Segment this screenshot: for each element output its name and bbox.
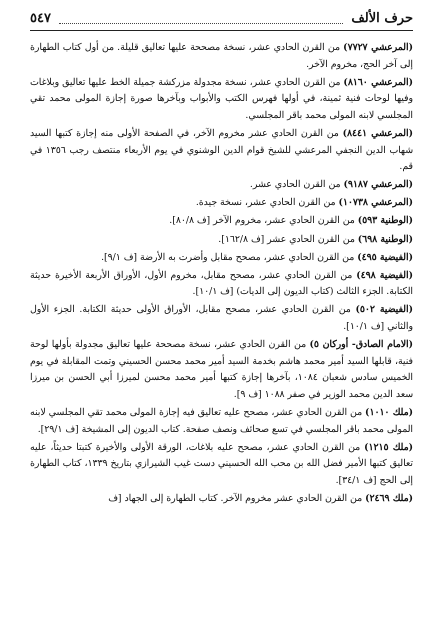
entry-text: من القرن الحادي عشر، مصحح مقابل وأضرت به الأرضة [ف ٩/١].	[101, 251, 358, 263]
manuscript-entry	[30, 40, 413, 73]
entry-text: من القرن الحادي عشر مخروم الآخر، في الصفحة الأولى منه إجازة كتبها السيد شهاب الدين النجفي المرعشي للشيخ قوام الدين الوشنوي في يوم الأربعاء منتصف رجب ١٣٥٦ في قم.	[30, 127, 413, 173]
manuscript-entry	[30, 250, 413, 267]
entry-text: من القرن الحادي عشر، نسخة مجدولة مزركشة جميلة الخط عليها تعاليق وبلاغات وفيها لوحات فنية ثمينة، في أولها فهرس الكتب والأبواب وبآخرها صورة إجازة المولى محمد تقي المجلسي لابنه المولى محمد باقر المجلسي.	[30, 76, 413, 121]
entry-key: (الوطنية ٦٩٨)	[357, 233, 413, 245]
entry-text: من القرن الحادي عشر، مصحح عليه بلاغات، الورقة الأولى والأخيرة كتبتا حديثاً، عليه تعاليق كتبها الأمير فضل الله بن محب الله الحسيني دست غيب الشيرازي بتاريخ ١٣٣٩، كتاب الطهارة إلى الحج [ف ٣٤/١].	[30, 441, 413, 486]
page-header	[30, 9, 413, 27]
entries-list	[30, 40, 413, 626]
manuscript-entry	[30, 213, 413, 230]
entry-text: من القرن الحادي عشر، نسخة مصححة عليها تعاليق قليلة. من أول كتاب الطهارة إلى آخر الحج، مخروم الآخر.	[30, 42, 413, 70]
entry-key: (المرعشي ٨٤٤١)	[342, 127, 413, 139]
entry-key: (ملك ١٢١٥)	[364, 441, 413, 453]
page-number: ٥٤٧	[30, 10, 51, 26]
entry-key: (المرعشي ٩١٨٧)	[343, 179, 413, 191]
manuscript-entry	[30, 126, 413, 176]
entry-key: (ملك ١٠١٠)	[365, 406, 413, 418]
manuscript-entry	[30, 75, 413, 125]
entry-key: (الفيضية ٤٩٨)	[356, 269, 413, 281]
entry-key: (المرعشي ٨١٦٠)	[343, 76, 413, 88]
entry-text: من القرن الحادي عشر.	[249, 179, 344, 191]
entry-key: (الامام الصادق- أوركان ٥)	[309, 339, 413, 351]
manuscript-entry	[30, 195, 413, 212]
entry-text: من القرن الحادي عشر [ف ١٦٢/٨].	[218, 233, 358, 245]
entry-text: من القرن الحادي عشر، نسخة جيدة.	[195, 197, 339, 209]
entry-key: (المرعشي ١٠٧٣٨)	[338, 197, 413, 209]
entry-text: من القرن الحادي عشر، مخروم الآخر [ف ٨٠/٨].	[169, 215, 358, 227]
entry-key: (الفيضية ٤٩٥)	[357, 251, 413, 263]
manuscript-entry	[30, 268, 413, 301]
entry-key: (المرعشي ٧٧٢٧)	[343, 42, 413, 53]
entry-text: من القرن الحادي عشر، نسخة مصححة عليها تعاليق مجدولة بأولها لوحة فنية، قابلها السيد أمير محمد هاشم بخدمة السيد أمير محمد محسن الحسيني وتمت المقابلة في يوم الخميس سادس شعبان ١٠٨٤، بآخرها إجازة كتبها أمير محمد محسن لميرزا أبي الحسن بن ميرزا سعد الدين محمد الوزير في صفر ١٠٨٨ [ف ٩].	[30, 339, 413, 400]
manuscript-entry	[30, 440, 413, 490]
header-rule	[30, 30, 413, 31]
entry-text: من القرن الحادي عشر مخروم الآخر. كتاب الطهارة إلى الجهاد [ف	[108, 492, 366, 504]
manuscript-entry	[30, 337, 413, 403]
entry-text: من القرن الحادي عشر، مصحح عليه تعاليق فيه إجازة المولى محمد تقي المجلسي لابنه المولى محمد باقر المجلسي في تسع صحائف ونصف صفحة. كتاب الديون إلى المشيخة [ف ٢٩/١].	[30, 406, 413, 435]
entry-text: من القرن الحادي عشر، مصحح مقابل، الأوراق الأولى حديثة الكتابة. الجزء الأول والثاني [ف ١٠/١].	[30, 304, 413, 332]
entry-key: (الوطنية ٥٩٣)	[357, 215, 413, 227]
entry-key: (الفيضية ٥٠٢)	[355, 304, 413, 316]
header-dot-leader	[59, 13, 343, 24]
page-header-title: حرف الألف	[351, 10, 413, 26]
manuscript-entry	[30, 491, 413, 508]
manuscript-entry	[30, 232, 413, 249]
entry-key: (ملك ٢٤٦٩)	[365, 492, 413, 504]
manuscript-entry	[30, 405, 413, 438]
entry-text: من القرن الحادي عشر، مصحح مقابل، مخروم الأول، الأوراق الأربعة الأخيرة حديثة الكتابة. الجزء الثالث (كتاب الديون إلى الديات) [ف ١٠/١].	[30, 269, 413, 298]
manuscript-entry	[30, 302, 413, 335]
manuscript-entry	[30, 177, 413, 194]
